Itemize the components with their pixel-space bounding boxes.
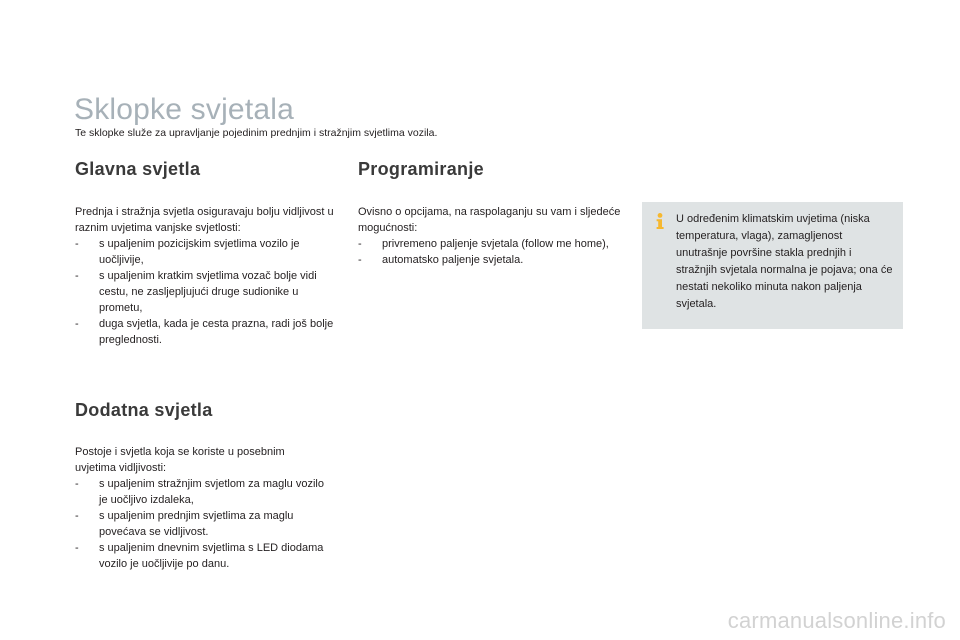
list-item: - s upaljenim stražnjim svjetlom za maglu vozilo je uočljivo izdaleka, <box>75 478 324 506</box>
list-item: - automatsko paljenje svjetala. <box>358 254 524 266</box>
list-dash: - <box>358 254 362 266</box>
main-lights-intro: Prednja i stražnja svjetla osiguravaju bolju vidljivost u raznim uvjetima vanjske svjetlosti: <box>75 206 334 234</box>
additional-lights-body <box>75 444 325 572</box>
info-note-box <box>642 202 903 329</box>
main-lights-list <box>75 236 337 348</box>
programming-heading: Programiranje <box>358 159 484 179</box>
list-item: - s upaljenim prednjim svjetlima za maglu povećava se vidljivost. <box>75 510 294 538</box>
list-dash: - <box>75 478 79 490</box>
additional-lights-intro: Postoje i svjetla koja se koriste u posebnim uvjetima vidljivosti: <box>75 446 285 474</box>
programming-intro: Ovisno o opcijama, na raspolaganju su vam i sljedeće mogućnosti: <box>358 206 621 234</box>
programming-list <box>358 236 624 268</box>
list-item: - duga svjetla, kada je cesta prazna, radi još bolje preglednosti. <box>75 318 334 346</box>
list-dash: - <box>75 270 79 282</box>
list-dash: - <box>75 238 79 250</box>
list-item: - s upaljenim dnevnim svjetlima s LED diodama vozilo je uočljivije po danu. <box>75 542 324 570</box>
list-dash: - <box>75 542 79 554</box>
list-dash: - <box>75 510 79 522</box>
list-item: - s upaljenim kratkim svjetlima vozač bolje vidi cestu, ne zasljepljujući druge sudionike u prometu, <box>75 270 317 314</box>
list-dash: - <box>75 318 79 330</box>
list-dash: - <box>358 238 362 250</box>
info-icon <box>652 212 668 230</box>
page-title: Sklopke svjetala <box>74 93 294 126</box>
additional-lights-list <box>75 476 325 572</box>
page-subtitle: Te sklopke služe za upravljanje pojedinim prednjim i stražnjim svjetlima vozila. <box>75 127 438 139</box>
programming-body <box>358 204 624 268</box>
list-item: - s upaljenim pozicijskim svjetlima vozilo je uočljivije, <box>75 238 300 266</box>
main-lights-heading: Glavna svjetla <box>75 159 201 179</box>
main-lights-body <box>75 204 337 348</box>
list-item: - privremeno paljenje svjetala (follow me home), <box>358 238 609 250</box>
info-note-text: U određenim klimatskim uvjetima (niska temperatura, vlaga), zamagljenost unutrašnje površine stakla prednjih i stražnjih svjetala normalna je pojava; ona će nestati nekoliko minuta nakon paljenja svjetala. <box>676 213 893 310</box>
additional-lights-heading: Dodatna svjetla <box>75 400 213 420</box>
watermark: carmanualsonline.info <box>727 608 946 633</box>
